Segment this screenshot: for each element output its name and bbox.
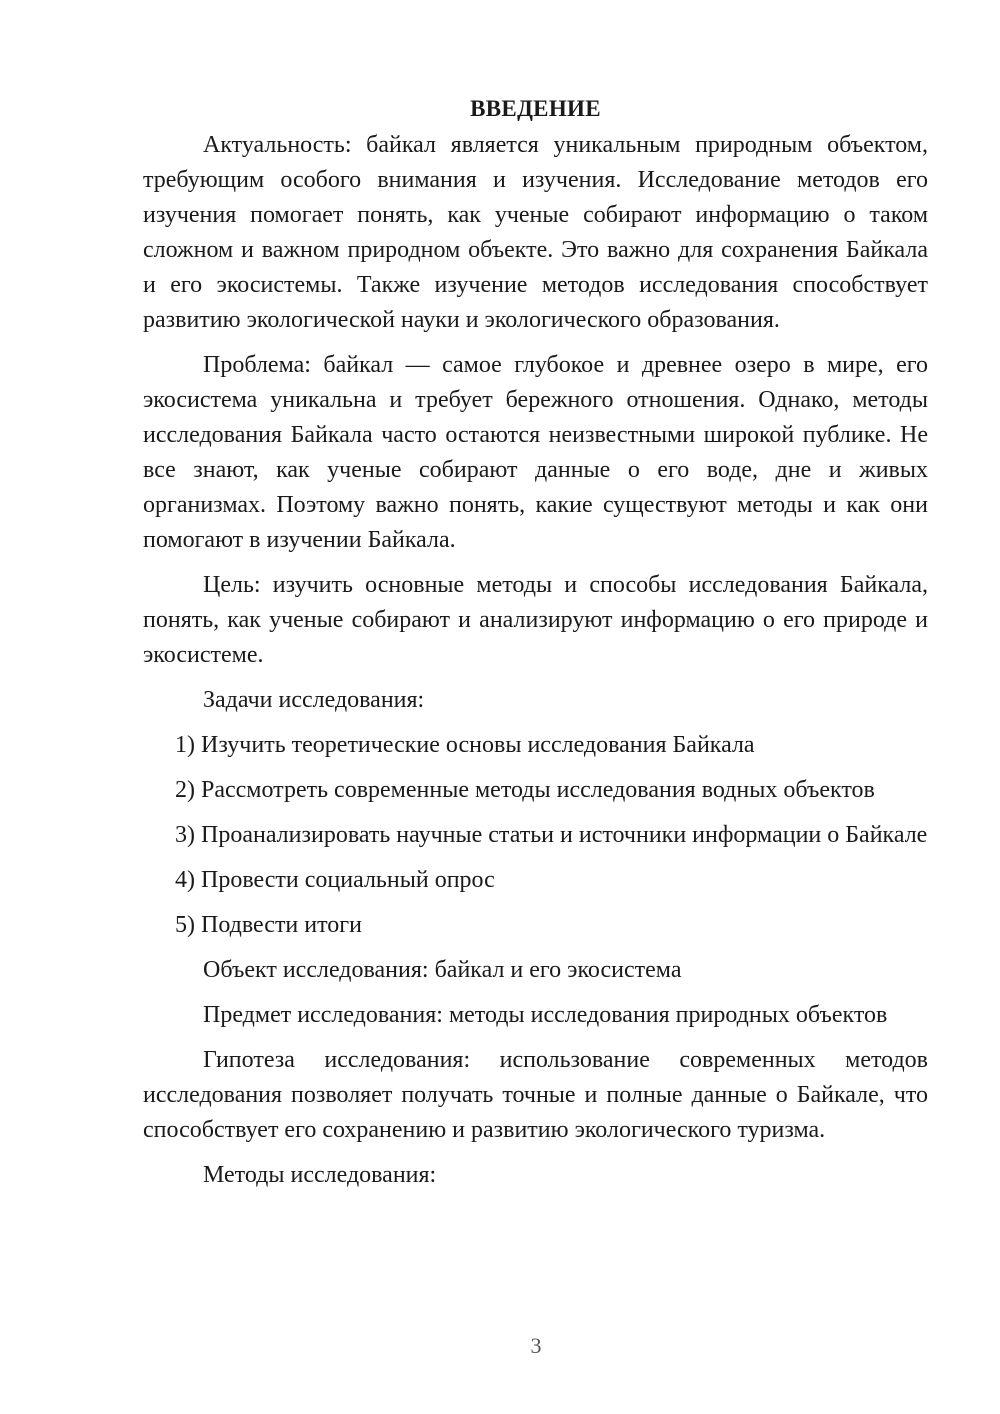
task-item-2: 2) Рассмотреть современные методы исследования водных объектов [175,777,875,803]
task-item-4: 4) Провести социальный опрос [175,867,495,893]
tasks-heading: Задачи исследования: [203,687,425,713]
goal-paragraph: Цель: изучить основные методы и способы исследования Байкала, понять, как ученые собирают и анализируют информацию о его природе и экосистеме. [143,572,928,668]
task-item-3: 3) Проанализировать научные статьи и источники информации о Байкале [175,822,928,848]
methods-heading: Методы исследования: [203,1162,437,1188]
task-item-1: 1) Изучить теоретические основы исследования Байкала [175,732,755,758]
hypothesis-paragraph: Гипотеза исследования: использование современных методов исследования позволяет получать точные и полные данные о Байкале, что способствует его сохранению и развитию экологического туризма. [143,1047,928,1143]
problem-paragraph: Проблема: байкал — самое глубокое и древнее озеро в мире, его экосистема уникальна и требует бережного отношения. Однако, методы исследования Байкала часто остаются неизвестными широкой публике. Не все знают, как ученые собирают данные о его воде, дне и живых организмах. Поэтому важно понять, какие существуют методы и как они помогают в изучении Байкала. [143,352,928,553]
document-page [143,90,928,1193]
page-number: 3 [530,1333,542,1358]
section-title: ВВЕДЕНИЕ [470,96,601,121]
research-object: Объект исследования: байкал и его экосистема [203,957,682,983]
task-item-5: 5) Подвести итоги [175,912,362,938]
research-subject: Предмет исследования: методы исследования природных объектов [203,1002,888,1028]
relevance-paragraph: Актуальность: байкал является уникальным природным объектом, требующим особого внимания и изучения. Исследование методов его изучения помогает понять, как ученые собирают информацию о таком сложном и важном природном объекте. Это важно для сохранения Байкала и его экосистемы. Также изучение методов исследования способствует развитию экологической науки и экологического образования. [143,132,928,333]
